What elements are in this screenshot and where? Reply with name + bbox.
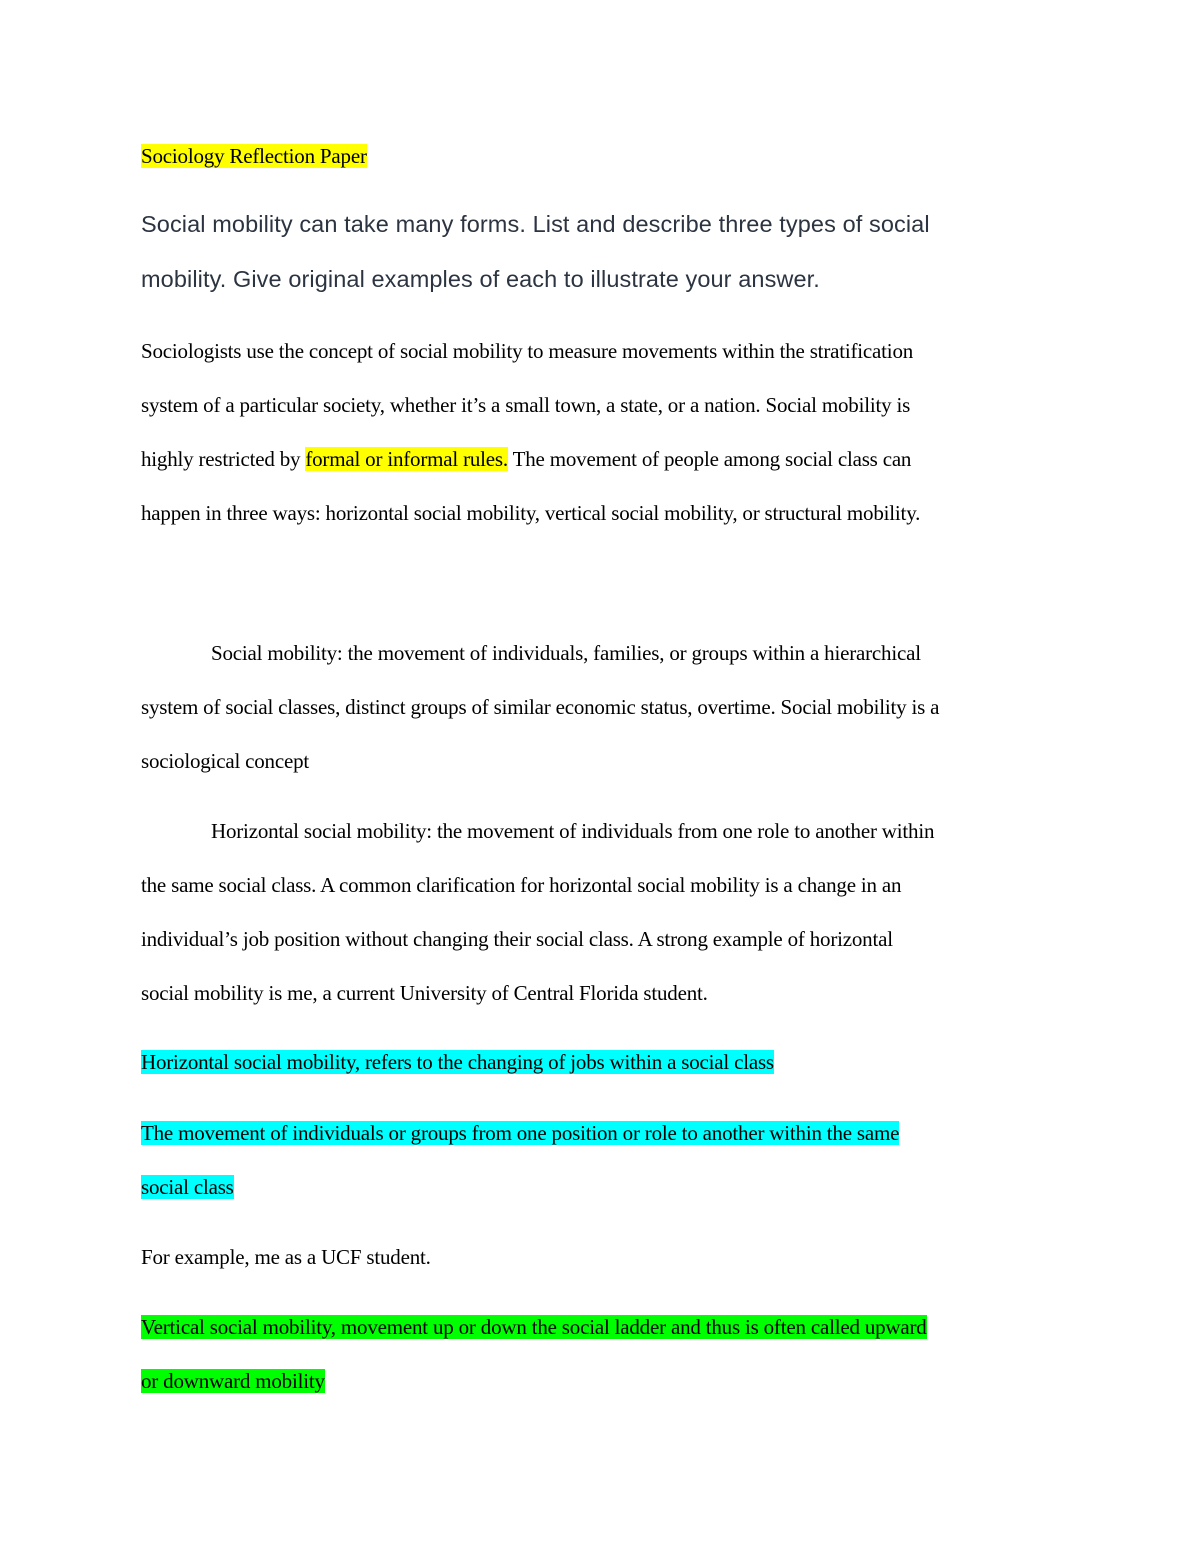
cyan-highlight-1: Horizontal social mobility, refers to the changing of jobs within a social class [141, 1050, 774, 1074]
definition-line-3: sociological concept [141, 749, 310, 773]
prompt-line-2: mobility. Give original examples of each to illustrate your answer. [141, 266, 820, 292]
green-note-line-1 [141, 1312, 927, 1342]
green-highlight-2: or downward mobility [141, 1369, 325, 1393]
prompt-line-1: Social mobility can take many forms. List and describe three types of social [141, 211, 930, 237]
horizontal-line-3: individual’s job position without changing their social class. A strong example of horizontal [141, 927, 893, 951]
cyan-note-2-line-2 [141, 1172, 234, 1202]
intro-line-2: system of a particular society, whether it’s a small town, a state, or a nation. Social mobility is [141, 393, 911, 417]
green-highlight-1: Vertical social mobility, movement up or down the social ladder and thus is often called upward [141, 1315, 927, 1339]
cyan-highlight-2b: social class [141, 1175, 234, 1199]
intro-line-4: happen in three ways: horizontal social mobility, vertical social mobility, or structural mobility. [141, 501, 921, 525]
horizontal-line-2: the same social class. A common clarification for horizontal social mobility is a change in an [141, 873, 902, 897]
title-highlight: Sociology Reflection Paper [141, 144, 367, 168]
example-line: For example, me as a UCF student. [141, 1245, 431, 1269]
definition-line-2: system of social classes, distinct groups of similar economic status, overtime. Social mobility is a [141, 695, 940, 719]
definition-line-1: Social mobility: the movement of individuals, families, or groups within a hierarchical [211, 641, 921, 665]
horizontal-line-4: social mobility is me, a current University of Central Florida student. [141, 981, 708, 1005]
intro-line-3-end: The movement of people among social class can [507, 447, 912, 471]
horizontal-line-1: Horizontal social mobility: the movement of individuals from one role to another within [211, 819, 935, 843]
cyan-note-1 [141, 1047, 774, 1077]
cyan-note-2-line-1 [141, 1118, 899, 1148]
green-note-line-2 [141, 1366, 325, 1396]
intro-line-3 [141, 444, 911, 474]
document-title [141, 141, 367, 171]
intro-line-1: Sociologists use the concept of social mobility to measure movements within the stratification [141, 339, 914, 363]
cyan-highlight-2a: The movement of individuals or groups from one position or role to another within the same [141, 1121, 900, 1145]
intro-line-3-start: highly restricted by [141, 447, 306, 471]
rules-highlight: formal or informal rules. [305, 447, 508, 471]
